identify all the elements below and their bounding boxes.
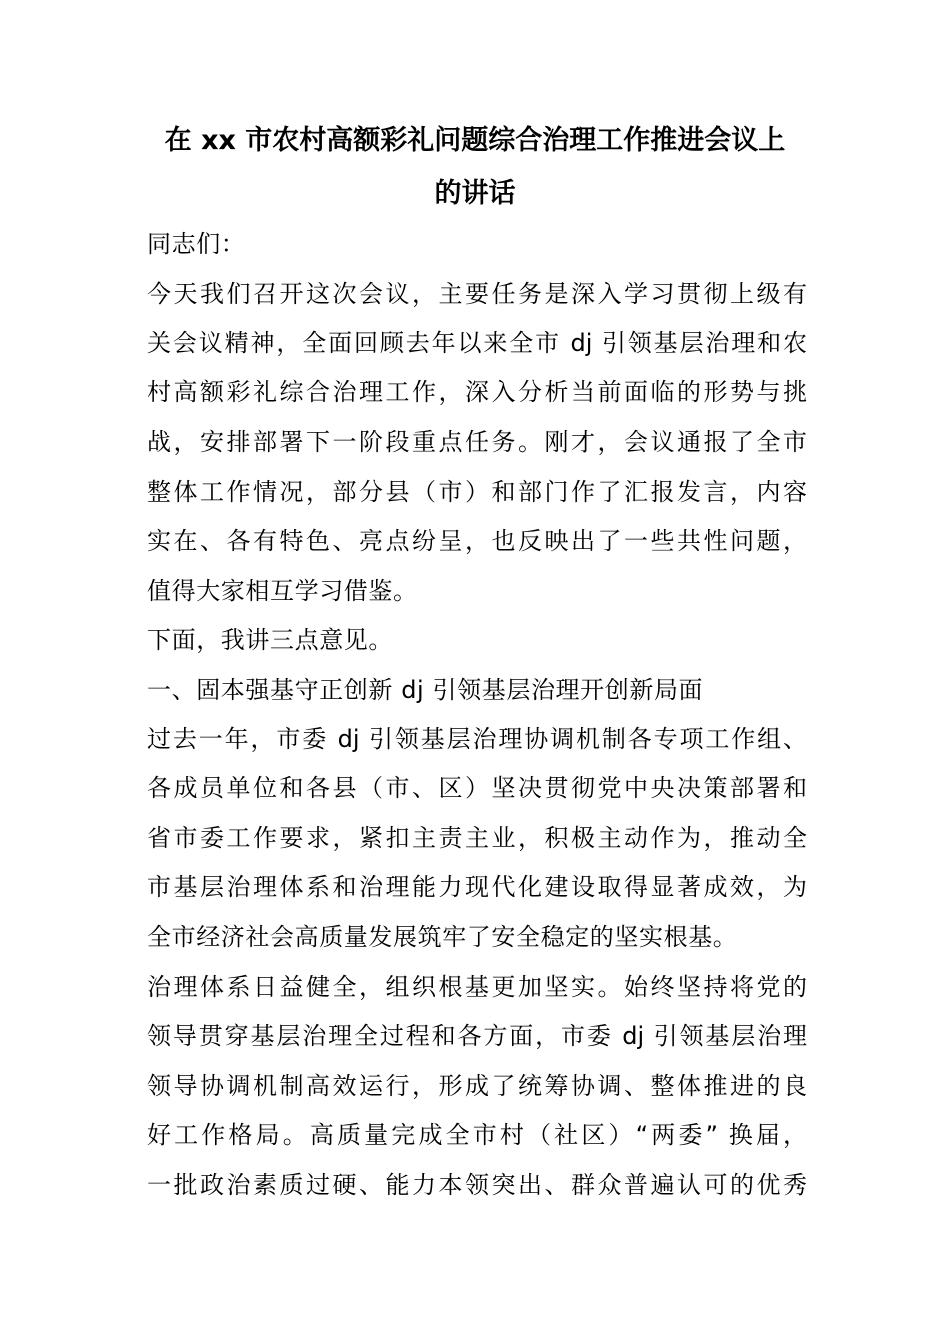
paragraph-line: 一批政治素质过硬、能力本领突出、群众普遍认可的优秀 [147, 1171, 807, 1199]
paragraph-line: 村高额彩礼综合治理工作，深入分析当前面临的形势与挑 [147, 378, 807, 406]
salutation: 同志们： [147, 230, 246, 258]
paragraph-line: 各成员单位和各县（市、区）坚决贯彻党中央决策部署和 [147, 774, 807, 802]
document-title-line-2: 的讲话 [434, 178, 516, 209]
paragraph-line: 关会议精神，全面回顾去年以来全市 dj 引领基层治理和农 [147, 329, 807, 357]
paragraph-line: 全市经济社会高质量发展筑牢了安全稳定的坚实根基。 [147, 923, 738, 951]
paragraph-line: 实在、各有特色、亮点纷呈，也反映出了一些共性问题， [147, 527, 807, 555]
section-heading: 一、固本强基守正创新 dj 引领基层治理开创新局面 [147, 676, 704, 704]
paragraph-line: 领导贯穿基层治理全过程和各方面，市委 dj 引领基层治理 [147, 1022, 807, 1050]
document-title-line-1: 在 xx 市农村高额彩礼问题综合治理工作推进会议上 [164, 125, 786, 156]
paragraph-line: 下面，我讲三点意见。 [147, 626, 393, 654]
paragraph-line: 省市委工作要求，紧扣主责主业，积极主动作为，推动全 [147, 824, 807, 852]
paragraph-line: 今天我们召开这次会议，主要任务是深入学习贯彻上级有 [147, 280, 807, 308]
paragraph-line: 整体工作情况，部分县（市）和部门作了汇报发言，内容 [147, 478, 807, 506]
paragraph-line: 治理体系日益健全，组织根基更加坚实。始终坚持将党的 [147, 973, 807, 1001]
paragraph-line: 好工作格局。高质量完成全市村（社区）“两委” 换届， [147, 1121, 807, 1149]
paragraph-line: 值得大家相互学习借鉴。 [147, 577, 418, 605]
paragraph-line: 过去一年，市委 dj 引领基层治理协调机制各专项工作组、 [147, 725, 807, 753]
paragraph-line: 战，安排部署下一阶段重点任务。刚才，会议通报了全市 [147, 428, 807, 456]
paragraph-line: 领导协调机制高效运行，形成了统筹协调、整体推进的良 [147, 1072, 807, 1100]
paragraph-line: 市基层治理体系和治理能力现代化建设取得显著成效，为 [147, 873, 807, 901]
